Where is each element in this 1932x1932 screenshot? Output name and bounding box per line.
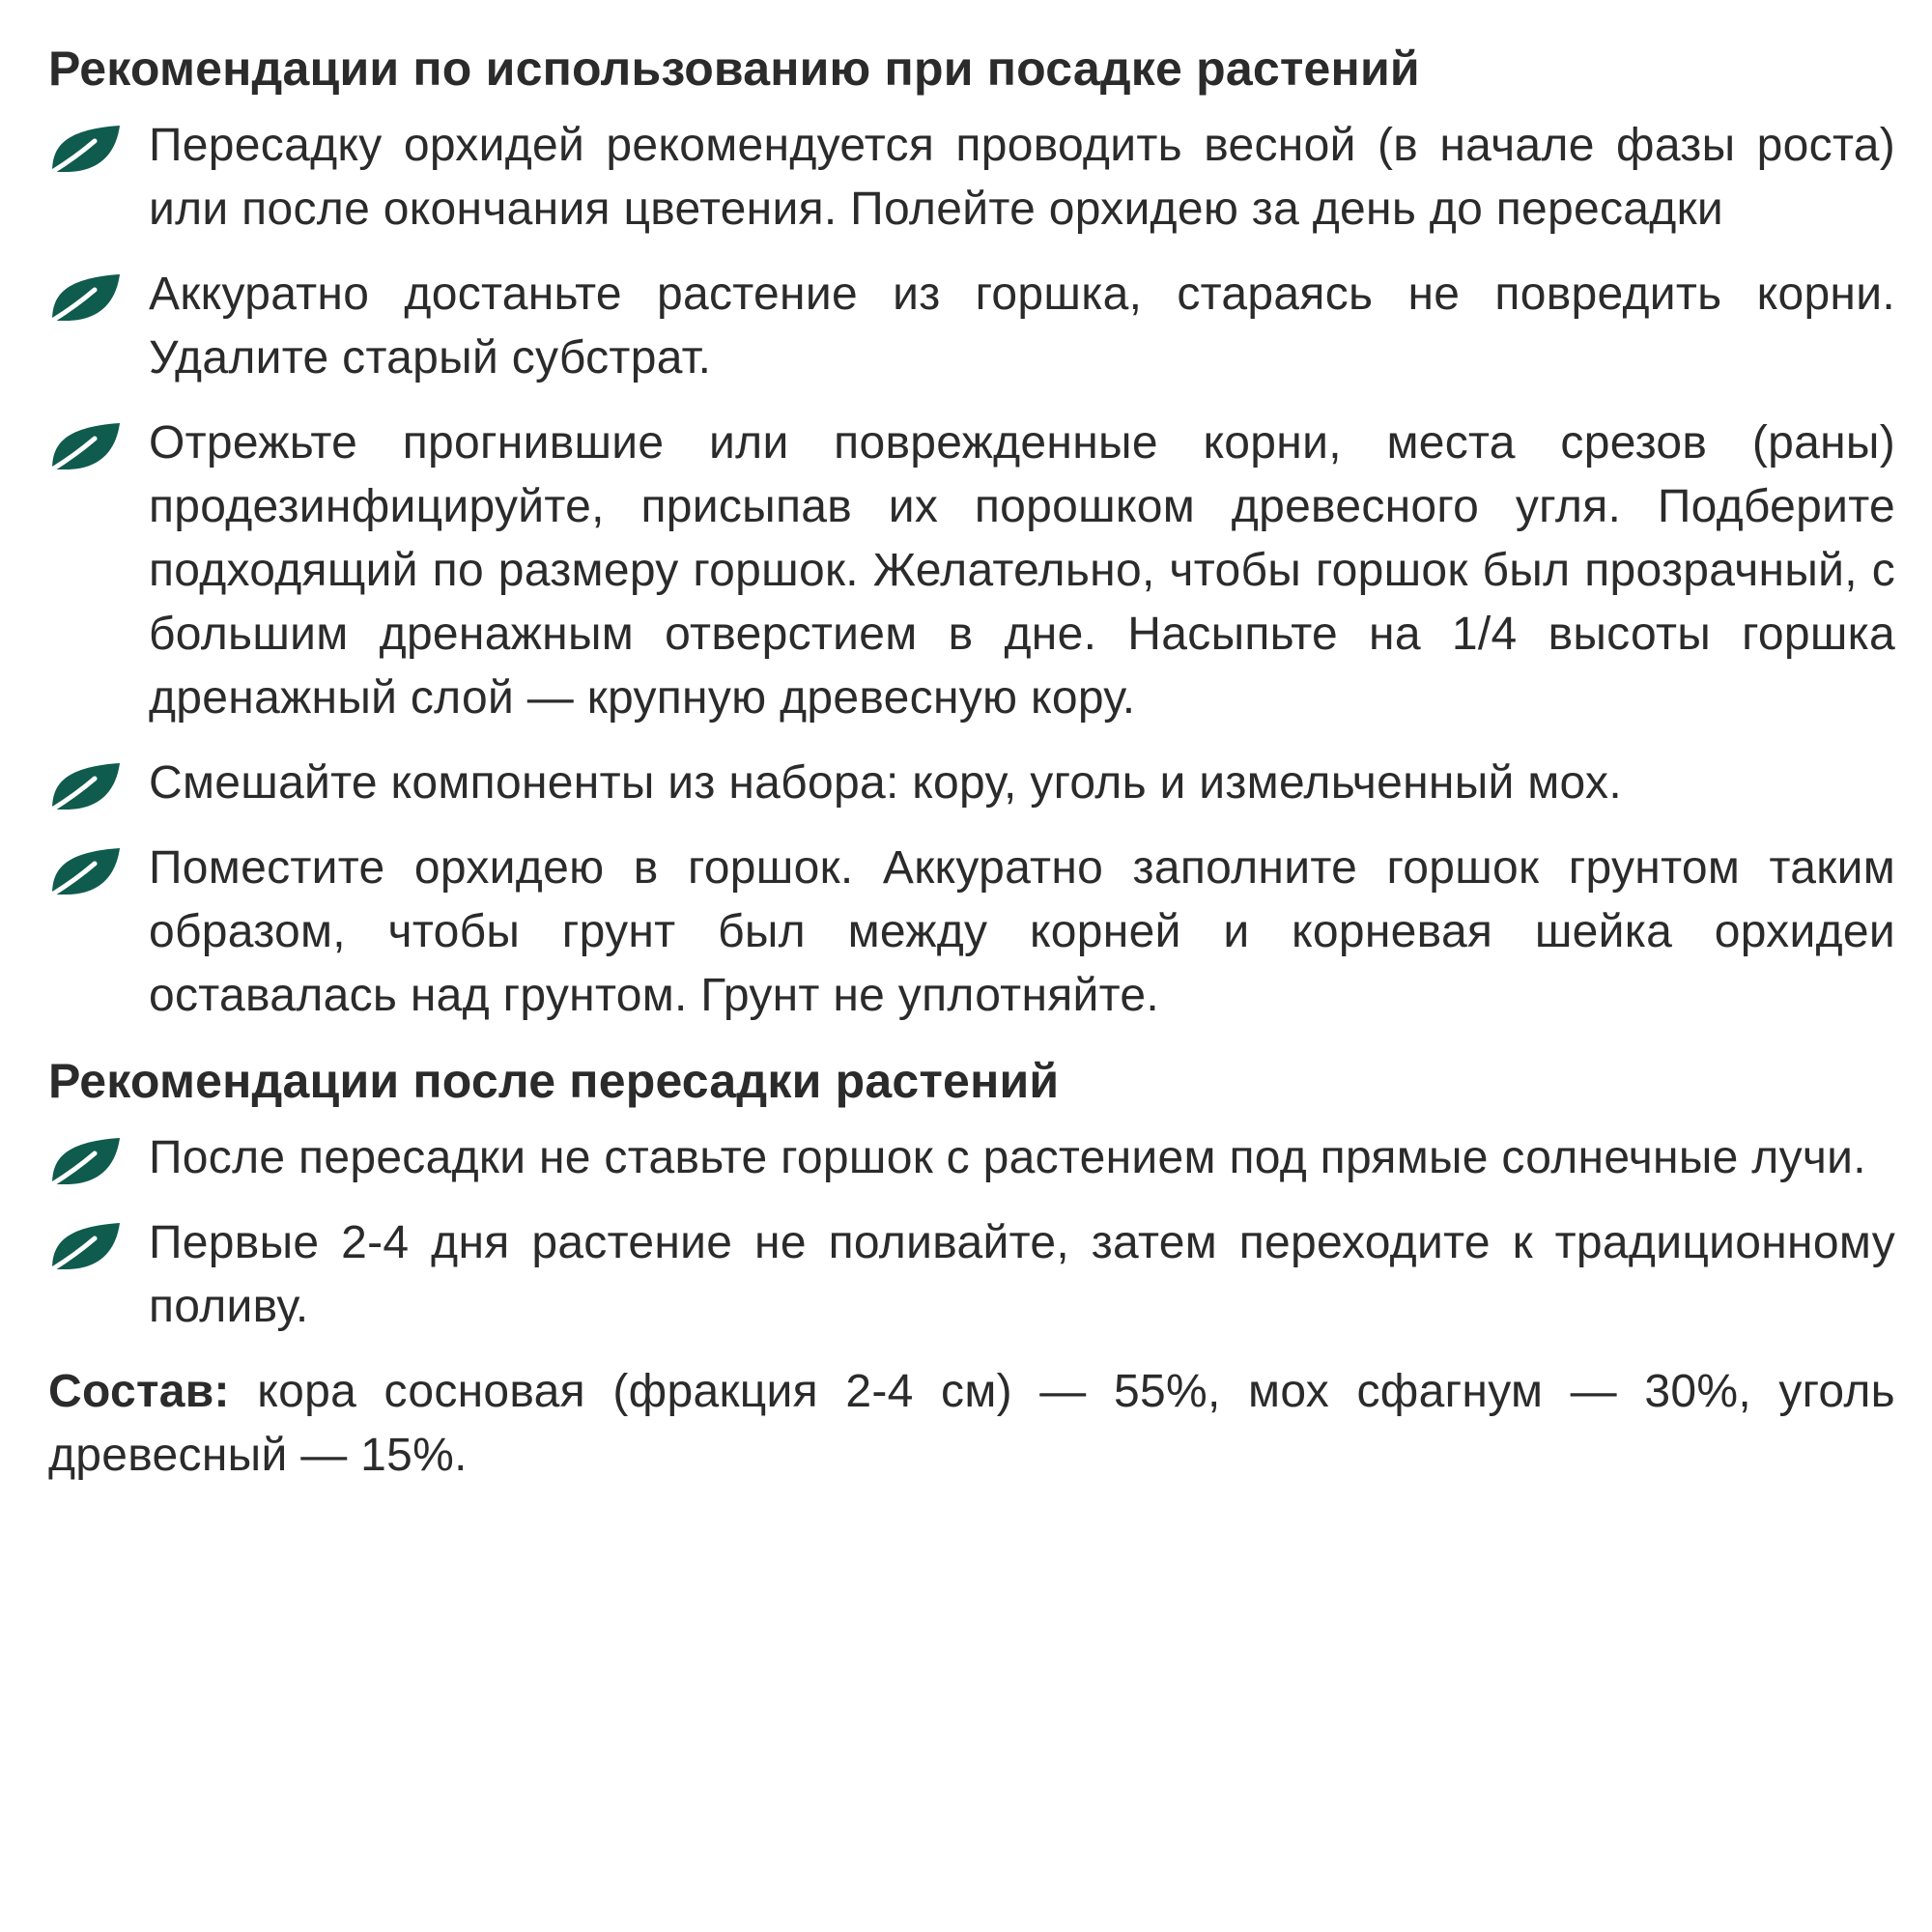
list-item-text: Отрежьте прогнившие или поврежденные корни, места срезов (раны) продезинфицируйте, присыпав их порошком древесного угля. Подберите подходящий по размеру горшок. Желательно, чтобы горшок был прозрачный, с большим дренажным отверстием в дне. Насыпьте на 1/4 высоты горшка дренажный слой — крупную древесную кору. [149,417,1895,724]
composition-label: Состав: [48,1366,230,1417]
section-title-planting: Рекомендации по использованию при посадке растений [48,42,1420,96]
list-item [48,412,1895,730]
leaf-icon [48,124,122,174]
list-item [48,752,1895,815]
composition-paragraph [48,1360,1895,1488]
leaf-icon [48,1221,122,1271]
list-item [48,837,1895,1028]
leaf-icon [48,272,122,323]
list-item-text: После пересадки не ставьте горшок с растением под прямые солнечные лучи. [149,1132,1866,1183]
list-item [48,1211,1895,1339]
list-item [48,263,1895,390]
list-item-text: Первые 2-4 дня растение не поливайте, затем переходите к традиционному поливу. [149,1217,1895,1332]
list-item-text: Поместите орхидею в горшок. Аккуратно заполните горшок грунтом таким образом, чтобы грунт был между корней и корневая шейка орхидеи оставалась над грунтом. Грунт не уплотняйте. [149,842,1895,1021]
leaf-icon [48,421,122,471]
after-transplant-steps-list [48,1126,1895,1339]
section-title-after-transplant: Рекомендации после пересадки растений [48,1054,1060,1108]
list-item-text: Аккуратно достаньте растение из горшка, стараясь не повредить корни. Удалите старый субстрат. [149,269,1895,384]
planting-steps-list [48,114,1895,1028]
composition-text: кора сосновая (фракция 2-4 см) — 55%, мох сфагнум — 30%, уголь древесный — 15%. [48,1366,1895,1481]
list-item-text: Пересадку орхидей рекомендуется проводить весной (в начале фазы роста) или после окончания цветения. Полейте орхидею за день до пересадки [149,120,1895,235]
leaf-icon [48,1136,122,1186]
leaf-icon [48,761,122,811]
instructions-page [48,37,1895,1534]
list-item-text: Смешайте компоненты из набора: кору, уголь и измельченный мох. [149,757,1622,809]
list-item [48,1126,1895,1190]
list-item [48,114,1895,242]
leaf-icon [48,846,122,896]
